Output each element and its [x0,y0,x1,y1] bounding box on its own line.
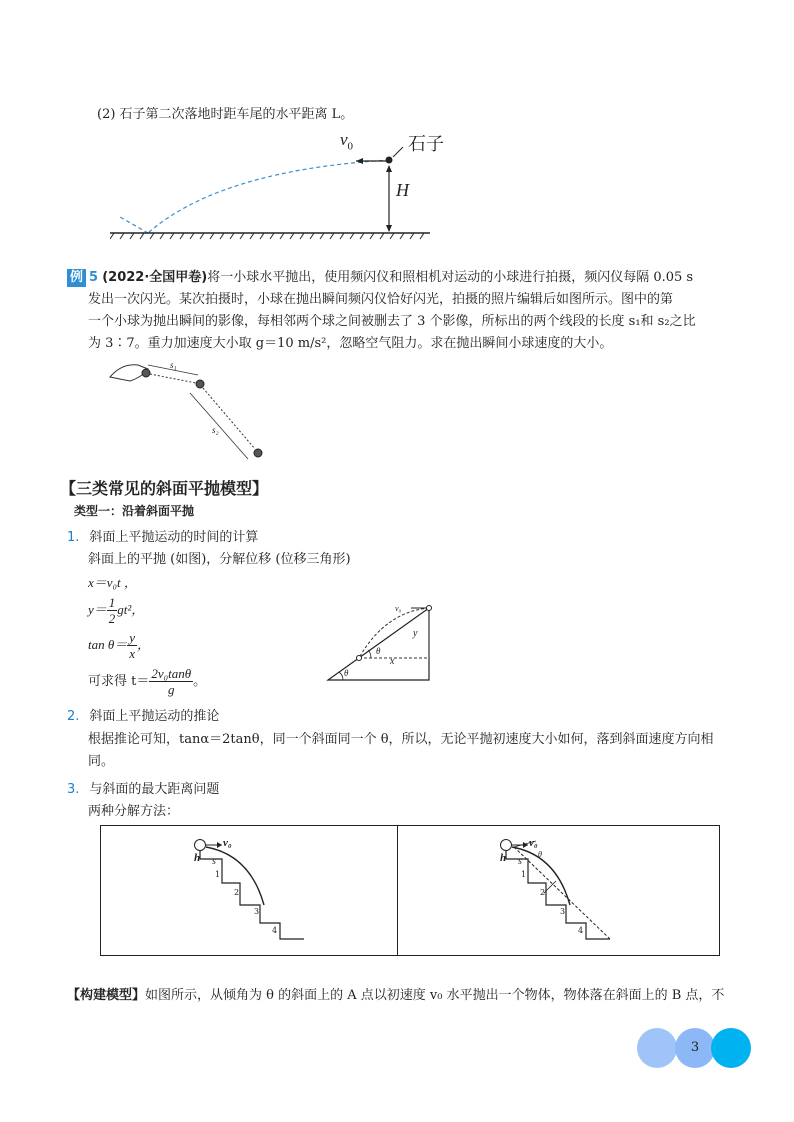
model-line: 【构建模型】如图所示，从倾角为 θ 的斜面上的 A 点以初速度 v₀ 水平抛出一个物体，物体落在斜面上的 B 点，不 [67,988,725,1003]
strobe-figure [108,355,278,467]
ball-3 [254,449,262,457]
incline-figure [325,604,435,682]
stairs-left-v0: v₀ [223,837,232,849]
stairs-right-h: h [500,852,507,864]
stairs-left-s: s [212,856,216,867]
stairs-left-step-3: 3 [254,907,260,916]
stairs-right-s: s [518,856,522,867]
example-tag: 例 [67,269,86,287]
page-number: 3 [675,1028,715,1068]
s2-label: s₂ [212,425,219,435]
example-number: 5 [89,270,99,285]
example-line-1: 例 5 (2022·全国甲卷)将一小球水平抛出，使用频闪仪和照相机对运动的小球进行拍摄，频闪仪每隔 0.05 s [67,267,693,289]
incline-theta: θ [344,668,349,678]
stone-label: 石子 [408,134,444,155]
stairs-left-step-1: 1 [215,870,221,879]
stairs-left-h: h [194,852,201,864]
stairs-right-theta: θ [538,850,542,859]
stone-dot [386,157,393,164]
item-1-heading: 1. 斜面上平抛运动的时间的计算 [67,530,259,545]
stairs-right-step-3: 3 [560,907,566,916]
stairs-figure-right [496,835,616,945]
stairs-right-step-4: 4 [578,926,584,935]
stone-pointer [393,147,403,157]
ball-2 [196,380,204,388]
page-circle-light [637,1028,677,1068]
example-line-4: 为 3∶7。重力加速度大小取 g＝10 m/s²，忽略空气阻力。求在抛出瞬间小球速度的大小。 [88,336,613,351]
ground-hatch [110,233,424,239]
incline-theta-inner: θ [376,646,381,656]
eq-y: y＝ $\frac{1}{2}$ gt²， [88,595,145,626]
s1-label: s₁ [170,360,177,370]
stairs-left-step-4: 4 [272,926,278,935]
example-line-3: 一个小球为抛出瞬间的影像，每相邻两个球之间被删去了 3 个影像，所标出的两个线段的长度 s₁和 s₂之比 [88,314,696,329]
example-line-2: 发出一次闪光。某次拍摄时，小球在抛出瞬间频闪仪恰好闪光，拍摄的照片编辑后如图所示。图中的第 [88,292,674,307]
height-label: H [396,180,409,200]
question-2: (2) 石子第二次落地时距车尾的水平距离 L。 [97,107,354,122]
eq-t: 可求得 t＝ $\frac{\text{2v₀tanθ}}{g}$ 。 [88,666,207,697]
eq-tan: tan θ＝ $\frac{y}{x}$ ， [88,630,151,661]
ball-1 [142,369,150,377]
bounce-path [120,217,148,233]
stairs-right-v0: v₀ [529,837,538,849]
section-title: 【三类常见的斜面平抛模型】 [60,479,269,498]
stairs-right-step-2: 2 [540,888,546,897]
item-2-heading: 2. 斜面上平抛运动的推论 [67,709,220,724]
item-3-desc: 两种分解方法： [88,804,180,819]
stairs-right-step-1: 1 [521,870,527,879]
v0-label: $v_0$ [340,130,354,153]
item-1-desc: 斜面上的平抛 (如图)，分解位移 (位移三角形) [88,552,351,567]
item-2-line-2: 同。 [88,754,115,769]
example-source: (2022·全国甲卷) [102,270,208,285]
trajectory-path [148,160,390,233]
stairs-figure-left [190,835,310,945]
eq-x: x＝v₀t ， [88,575,137,590]
page-circle-dark [711,1028,751,1068]
incline-x: x [390,656,395,667]
item-3-heading: 3. 与斜面的最大距离问题 [67,782,220,797]
item-2-line-1: 根据推论可知，tanα＝2tanθ，同一个斜面同一个 θ，所以，无论平抛初速度大小如何，落到斜面速度方向相 [88,732,714,747]
incline-y: y [413,628,418,639]
type-1-title: 类型一：沿着斜面平抛 [74,504,195,518]
stairs-left-step-2: 2 [234,888,240,897]
s2-arrow [190,393,248,459]
incline-v0: v₀ [395,604,402,613]
